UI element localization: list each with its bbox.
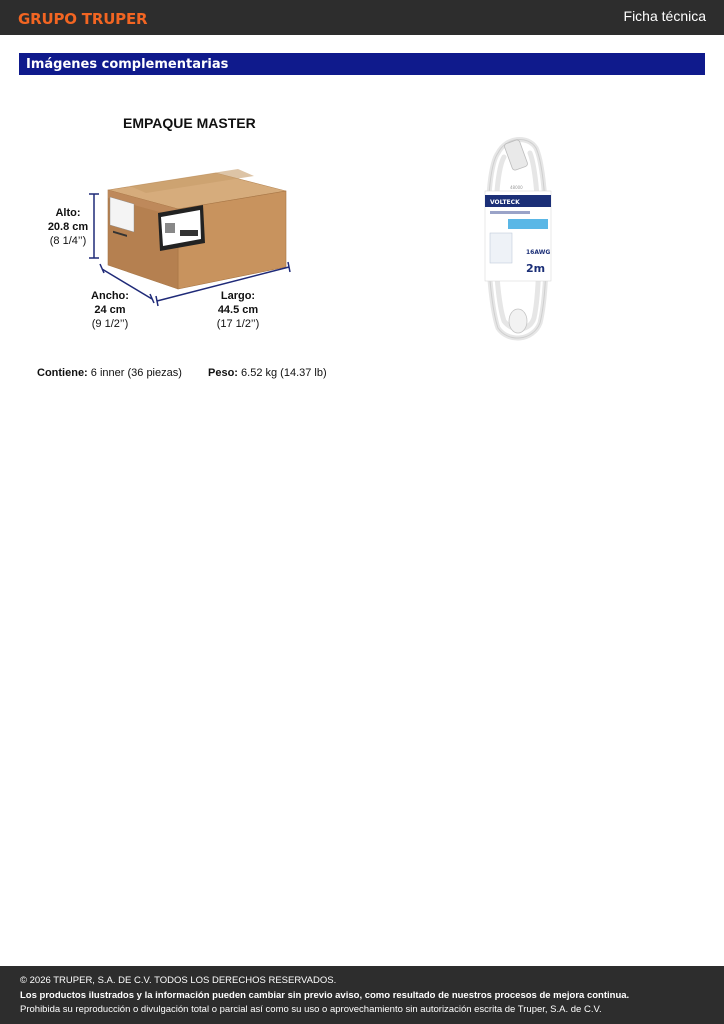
section-title: Imágenes complementarias xyxy=(26,57,229,72)
length-metric: 44.5 cm xyxy=(217,304,259,316)
master-pack-title: EMPAQUE MASTER xyxy=(123,115,256,131)
page-footer xyxy=(0,966,724,1024)
height-label: Alto: xyxy=(55,207,81,219)
width-metric: 24 cm xyxy=(94,304,126,316)
product-brand: VOLTECK xyxy=(490,199,520,206)
footer-legal: Prohibida su reproducción o divulgación total o parcial así como su uso o aprovechamiento sin autorización escrita de Truper, S.A. de C.V. xyxy=(20,1004,602,1015)
extension-cord-illustration xyxy=(478,133,558,345)
product-gauge: 16AWG xyxy=(526,249,551,256)
top-bar xyxy=(0,0,724,35)
length-imperial: (17 1/2’’) xyxy=(216,318,260,330)
weight-value: 6.52 kg (14.37 lb) xyxy=(241,367,327,379)
section-header xyxy=(19,53,705,75)
height-metric: 20.8 cm xyxy=(47,221,89,233)
width-dimension xyxy=(80,289,140,331)
length-dimension xyxy=(205,289,271,331)
brand-logo: GRUPO TRUPER xyxy=(18,10,148,28)
contents-value: 6 inner (36 piezas) xyxy=(90,367,182,379)
length-label: Largo: xyxy=(220,290,256,302)
document-type: Ficha técnica xyxy=(623,8,706,24)
product-image xyxy=(478,133,558,345)
contents-info xyxy=(37,367,182,379)
weight-info xyxy=(208,367,327,379)
footer-notice: Los productos ilustrados y la información pueden cambiar sin previo aviso, como resultado de nuestros procesos de mejora continua. xyxy=(20,990,630,1001)
height-dimension xyxy=(40,206,96,248)
width-label: Ancho: xyxy=(91,290,129,302)
master-pack-figure xyxy=(30,105,330,345)
product-code: 48000 xyxy=(510,185,523,190)
height-imperial: (8 1/4’’) xyxy=(49,235,87,247)
weight-label: Peso: xyxy=(208,367,238,379)
footer-copyright: © 2026 TRUPER, S.A. DE C.V. TODOS LOS DERECHOS RESERVADOS. xyxy=(20,975,337,986)
product-length: 2m xyxy=(526,262,546,275)
width-imperial: (9 1/2’’) xyxy=(91,318,129,330)
contents-label: Contiene: xyxy=(37,367,88,379)
